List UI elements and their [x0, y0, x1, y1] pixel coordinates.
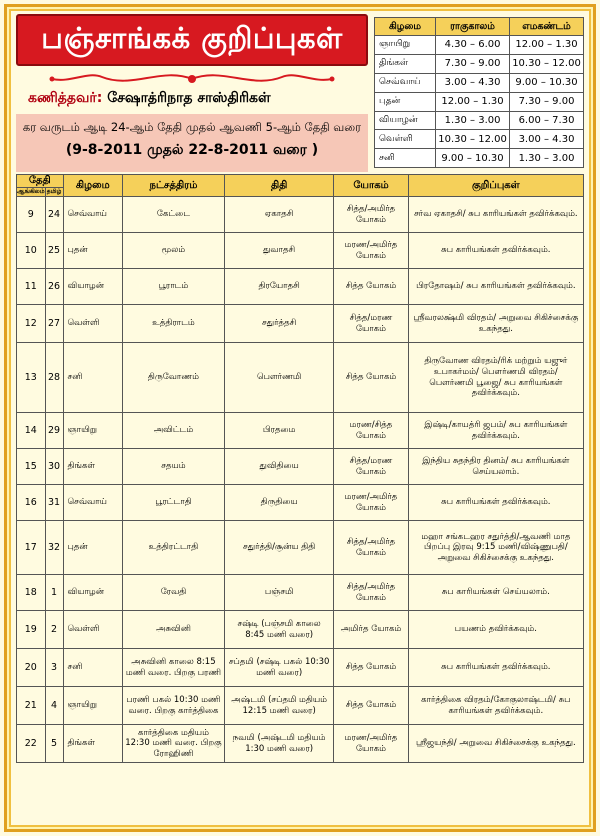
star-cell: கேட்டை: [122, 197, 224, 233]
ema-time: 12.00 – 1.30: [510, 36, 584, 55]
day-cell: வியாழன்: [63, 269, 122, 305]
notes-cell: சுப காரியங்கள் செய்யலாம்.: [408, 575, 583, 611]
star-cell: அவிட்டம்: [122, 413, 224, 449]
day-cell: திங்கள்: [63, 449, 122, 485]
table-row: [17, 575, 584, 611]
date-english: 22: [17, 725, 46, 763]
header-yogam: யோகம்: [334, 175, 408, 197]
rahu-table-body: [375, 36, 584, 168]
date-tamil: 5: [45, 725, 63, 763]
ema-time: 1.30 – 3.00: [510, 149, 584, 168]
date-tamil: 2: [45, 611, 63, 649]
rahu-day: புதன்: [375, 92, 436, 111]
header-notes: குறிப்புகள்: [408, 175, 583, 197]
thithi-cell: சதுர்த்தி/சூன்ய திதி: [224, 521, 333, 575]
table-row: [17, 343, 584, 413]
rahu-row: [375, 130, 584, 149]
rahu-time: 3.00 – 4.30: [436, 73, 510, 92]
yogam-cell: சித்த/மரண யோகம்: [334, 449, 408, 485]
date-english: 12: [17, 305, 46, 343]
table-row: [17, 725, 584, 763]
rahu-day: ஞாயிறு: [375, 36, 436, 55]
date-tamil: 29: [45, 413, 63, 449]
yogam-cell: சித்த/அமிர்த யோகம்: [334, 521, 408, 575]
header-day: கிழமை: [63, 175, 122, 197]
thithi-cell: திரயோதசி: [224, 269, 333, 305]
notes-cell: இந்திய சுதந்திர தினம்/ சுப காரியங்கள் செய்யலாம்.: [408, 449, 583, 485]
rahu-kalam-table: [374, 17, 584, 168]
rahu-day: வெள்ளி: [375, 130, 436, 149]
flourish-icon: [42, 69, 342, 89]
ema-time: 10.30 – 12.00: [510, 54, 584, 73]
header-star: நட்சத்திரம்: [122, 175, 224, 197]
rahu-day: வியாழன்: [375, 111, 436, 130]
notes-cell: சர்வ ஏகாதசி/ சுப காரியங்கள் தவிர்க்கவும்.: [408, 197, 583, 233]
table-row: [17, 687, 584, 725]
notes-cell: பயணம் தவிர்க்கவும்.: [408, 611, 583, 649]
table-row: [17, 485, 584, 521]
thithi-cell: பௌர்ணமி: [224, 343, 333, 413]
yogam-cell: சித்த யோகம்: [334, 343, 408, 413]
day-cell: ஞாயிறு: [63, 687, 122, 725]
star-cell: பரணி பகல் 10:30 மணி வரை. பிறகு கார்த்திகை: [122, 687, 224, 725]
date-english: 9: [17, 197, 46, 233]
yogam-cell: சித்த யோகம்: [334, 269, 408, 305]
day-cell: புதன்: [63, 521, 122, 575]
header-date-tamil: தமிழ்: [46, 188, 62, 195]
tamil-date-range: கர வருடம் ஆடி 24-ஆம் தேதி முதல் ஆவணி 5-ஆம் தேதி வரை: [22, 120, 362, 134]
header-date-english: ஆங்கிலம்: [17, 188, 45, 195]
rahu-day: செவ்வாய்: [375, 73, 436, 92]
notes-cell: ஸ்ரீஜயந்தி/ அறுவை சிகிச்சைக்கு உகந்தது.: [408, 725, 583, 763]
day-cell: வெள்ளி: [63, 611, 122, 649]
rahu-time: 4.30 – 6.00: [436, 36, 510, 55]
notes-cell: திருவோண விரதம்/ரிக் மற்றும் யஜுர் உபாகர்மம்/ பௌர்ணமி விரதம்/ பௌர்ணமி பூஜை/ சுப காரியங்கள் தவிர்க்கவும்.: [408, 343, 583, 413]
date-english: 14: [17, 413, 46, 449]
date-range-box: [16, 114, 368, 172]
rahu-time: 7.30 – 9.00: [436, 54, 510, 73]
notes-cell: சுப காரியங்கள் தவிர்க்கவும்.: [408, 649, 583, 687]
ornament-divider: [16, 66, 368, 92]
date-english: 16: [17, 485, 46, 521]
rahu-header-day: கிழமை: [375, 18, 436, 36]
notes-cell: ஸ்ரீவரலக்ஷ்மி விரதம்/ அறுவை சிகிச்சைக்கு உகந்தது.: [408, 305, 583, 343]
star-cell: பூராடம்: [122, 269, 224, 305]
ema-time: 7.30 – 9.00: [510, 92, 584, 111]
day-cell: வெள்ளி: [63, 305, 122, 343]
date-tamil: 31: [45, 485, 63, 521]
star-cell: உத்திராடம்: [122, 305, 224, 343]
date-tamil: 32: [45, 521, 63, 575]
yogam-cell: சித்த/அமிர்த யோகம்: [334, 575, 408, 611]
table-row: [17, 305, 584, 343]
rahu-time: 12.00 – 1.30: [436, 92, 510, 111]
thithi-cell: துவாதசி: [224, 233, 333, 269]
date-english: 21: [17, 687, 46, 725]
star-cell: பூரட்டாதி: [122, 485, 224, 521]
date-tamil: 3: [45, 649, 63, 687]
yogam-cell: அமிர்த யோகம்: [334, 611, 408, 649]
table-row: [17, 649, 584, 687]
notes-cell: பிரதோஷம்/ சுப காரியங்கள் தவிர்க்கவும்.: [408, 269, 583, 305]
star-cell: ரேவதி: [122, 575, 224, 611]
date-english: 11: [17, 269, 46, 305]
table-row: [17, 413, 584, 449]
rahu-time: 10.30 – 12.00: [436, 130, 510, 149]
date-tamil: 25: [45, 233, 63, 269]
date-tamil: 28: [45, 343, 63, 413]
ema-time: 3.00 – 4.30: [510, 130, 584, 149]
rahu-day: திங்கள்: [375, 54, 436, 73]
date-tamil: 4: [45, 687, 63, 725]
panchangam-table-body: [17, 197, 584, 763]
yogam-cell: சித்த/அமிர்த யோகம்: [334, 197, 408, 233]
star-cell: சதயம்: [122, 449, 224, 485]
date-english: 17: [17, 521, 46, 575]
date-english: 15: [17, 449, 46, 485]
day-cell: புதன்: [63, 233, 122, 269]
star-cell: கார்த்திகை மதியம் 12:30 மணி வரை. பிறகு ரோஹிணி: [122, 725, 224, 763]
rahu-row: [375, 92, 584, 111]
date-tamil: 24: [45, 197, 63, 233]
thithi-cell: அஷ்டமி (சப்தமி மதியம் 12:15 மணி வரை): [224, 687, 333, 725]
yogam-cell: மரண/அமிர்த யோகம்: [334, 485, 408, 521]
thithi-cell: பஞ்சமி: [224, 575, 333, 611]
star-cell: மூலம்: [122, 233, 224, 269]
panchangam-table: [16, 174, 584, 763]
rahu-row: [375, 36, 584, 55]
table-row: [17, 449, 584, 485]
title-banner: [16, 14, 368, 66]
date-tamil: 27: [45, 305, 63, 343]
header-date: தேதி: [17, 175, 64, 188]
table-row: [17, 521, 584, 575]
rahu-row: [375, 73, 584, 92]
rahu-row: [375, 149, 584, 168]
author-name: சேஷாத்ரிநாத சாஸ்திரிகள்: [107, 90, 271, 106]
date-english: 18: [17, 575, 46, 611]
thithi-cell: பிரதமை: [224, 413, 333, 449]
rahu-time: 9.00 – 10.30: [436, 149, 510, 168]
day-cell: சனி: [63, 343, 122, 413]
date-tamil: 26: [45, 269, 63, 305]
header-thithi: திதி: [224, 175, 333, 197]
notes-cell: சுப காரியங்கள் தவிர்க்கவும்.: [408, 233, 583, 269]
day-cell: சனி: [63, 649, 122, 687]
day-cell: வியாழன்: [63, 575, 122, 611]
table-row: [17, 611, 584, 649]
thithi-cell: சதுர்த்தசி: [224, 305, 333, 343]
page-title: பஞ்சாங்கக் குறிப்புகள்: [41, 21, 343, 55]
thithi-cell: சப்தமி (சஷ்டி பகல் 10:30 மணி வரை): [224, 649, 333, 687]
header: [16, 14, 368, 172]
yogam-cell: சித்த யோகம்: [334, 687, 408, 725]
ema-time: 9.00 – 10.30: [510, 73, 584, 92]
day-cell: செவ்வாய்: [63, 197, 122, 233]
star-cell: அசுவினி: [122, 611, 224, 649]
day-cell: திங்கள்: [63, 725, 122, 763]
author-label: கணித்தவர்:: [28, 90, 103, 106]
date-english: 20: [17, 649, 46, 687]
thithi-cell: சஷ்டி (பஞ்சமி காலை 8:45 மணி வரை): [224, 611, 333, 649]
day-cell: செவ்வாய்: [63, 485, 122, 521]
thithi-cell: துவிதியை: [224, 449, 333, 485]
ema-time: 6.00 – 7.30: [510, 111, 584, 130]
table-row: [17, 197, 584, 233]
rahu-row: [375, 54, 584, 73]
thithi-cell: திருதியை: [224, 485, 333, 521]
day-cell: ஞாயிறு: [63, 413, 122, 449]
yogam-cell: சித்த யோகம்: [334, 649, 408, 687]
date-tamil: 1: [45, 575, 63, 611]
date-english: 10: [17, 233, 46, 269]
yogam-cell: மரண/அமிர்த யோகம்: [334, 233, 408, 269]
yogam-cell: சித்த/மரண யோகம்: [334, 305, 408, 343]
yogam-cell: மரண/சித்த யோகம்: [334, 413, 408, 449]
rahu-time: 1.30 – 3.00: [436, 111, 510, 130]
author-line: [16, 90, 368, 108]
date-english: 19: [17, 611, 46, 649]
star-cell: அசுவினி காலை 8:15 மணி வரை. பிறகு பரணி: [122, 649, 224, 687]
thithi-cell: ஏகாதசி: [224, 197, 333, 233]
rahu-row: [375, 111, 584, 130]
date-tamil: 30: [45, 449, 63, 485]
rahu-day: சனி: [375, 149, 436, 168]
notes-cell: சுப காரியங்கள் தவிர்க்கவும்.: [408, 485, 583, 521]
notes-cell: இஷ்டி/காயத்ரி ஜபம்/ சுப காரியங்கள் தவிர்க்கவும்.: [408, 413, 583, 449]
table-row: [17, 233, 584, 269]
notes-cell: மஹா சங்கடஹர சதுர்த்தி/ஆவணி மாத பிறப்பு இரவு 9:15 மணி/விஷ்ணுபதி/ அறுவை சிகிச்சைக்கு உகந்தது.: [408, 521, 583, 575]
rahu-header-rahu: ராகுகாலம்: [436, 18, 510, 36]
table-row: [17, 269, 584, 305]
star-cell: திருவோணம்: [122, 343, 224, 413]
thithi-cell: நவமி (அஷ்டமி மதியம் 1:30 மணி வரை): [224, 725, 333, 763]
yogam-cell: மரண/அமிர்த யோகம்: [334, 725, 408, 763]
date-english: 13: [17, 343, 46, 413]
star-cell: உத்திரட்டாதி: [122, 521, 224, 575]
notes-cell: கார்த்திகை விரதம்/கோகுலாஷ்டமி/ சுப காரியங்கள் தவிர்க்கவும்.: [408, 687, 583, 725]
rahu-header-ema: எமகண்டம்: [510, 18, 584, 36]
english-date-range: (9-8-2011 முதல் 22-8-2011 வரை ): [65, 142, 319, 158]
